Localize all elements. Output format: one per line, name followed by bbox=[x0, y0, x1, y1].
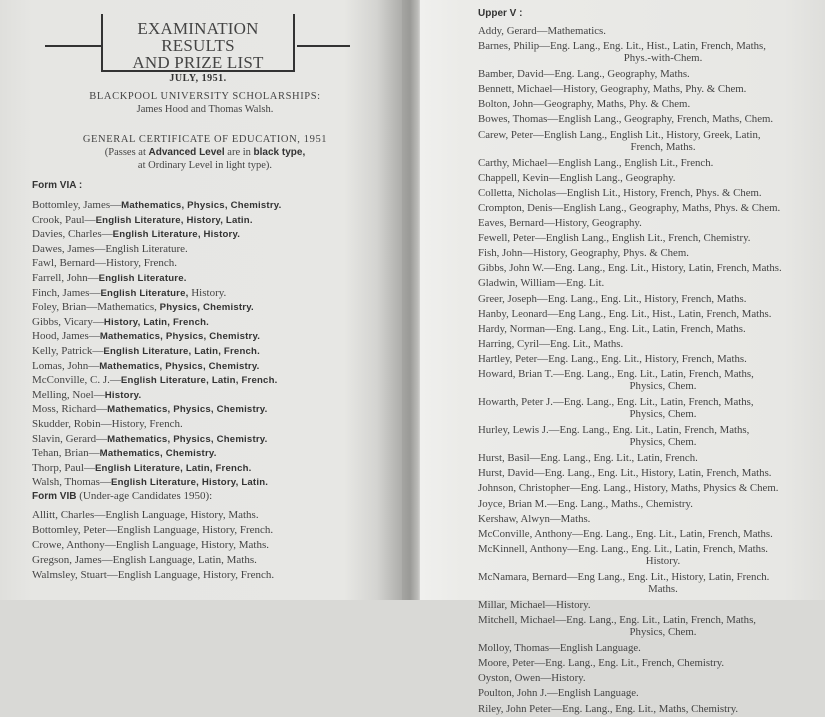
ordinary-subjects: English Language, History, French. bbox=[116, 524, 274, 536]
ordinary-subjects: English Lit., History, French, Phys. & Chem. bbox=[566, 186, 762, 199]
upper-v-heading: Upper V : bbox=[478, 8, 523, 19]
result-entry bbox=[478, 671, 808, 686]
document-title-line-2: AND PRIZE LIST bbox=[132, 53, 264, 72]
ordinary-subjects: History. bbox=[188, 286, 227, 299]
result-entry bbox=[32, 359, 281, 374]
ordinary-subjects: Eng. Lit. bbox=[566, 277, 605, 290]
ordinary-subjects: English Lang., English Lit., French, Chemistry. bbox=[545, 232, 751, 245]
student-name: Hurst, David— bbox=[478, 467, 545, 480]
subjects-continuation: Physics, Chem. bbox=[629, 408, 697, 421]
student-name: Fewell, Peter— bbox=[478, 232, 546, 245]
subjects-continuation: History. bbox=[645, 554, 681, 567]
result-entry bbox=[478, 512, 808, 527]
student-name: Melling, Noel— bbox=[32, 388, 105, 401]
result-entry bbox=[32, 402, 281, 417]
advanced-subjects: English Literature, bbox=[100, 287, 189, 299]
result-entry bbox=[32, 198, 281, 213]
student-name: Bennett, Michael— bbox=[478, 83, 564, 96]
result-entry bbox=[478, 527, 808, 542]
result-entry bbox=[32, 461, 281, 476]
result-entry bbox=[478, 128, 808, 152]
ordinary-subjects: Eng. Lang., Eng. Lit., Latin, French, Maths. bbox=[578, 542, 768, 555]
title-rule-left bbox=[45, 45, 101, 47]
ordinary-subjects: Mathematics. bbox=[547, 25, 606, 37]
student-name: Slavin, Gerard— bbox=[32, 432, 108, 445]
document-title-line-1: EXAMINATION RESULTS bbox=[137, 19, 259, 55]
student-name: Crompton, Denis— bbox=[478, 201, 564, 214]
subjects-continuation: Physics, Chem. bbox=[629, 436, 697, 449]
result-entry bbox=[478, 542, 808, 566]
result-entry bbox=[478, 702, 808, 717]
student-name: Tehan, Brian— bbox=[32, 447, 100, 460]
result-entry bbox=[478, 112, 808, 127]
student-name: Bowes, Thomas— bbox=[478, 113, 559, 126]
ordinary-subjects: Eng. Lang., Eng. Lit., Latin, French, Maths. bbox=[582, 527, 773, 540]
student-name: Gibbs, Vicary— bbox=[32, 315, 104, 328]
subjects-continuation: Phys.-with-Chem. bbox=[623, 52, 703, 65]
upper-v-list bbox=[478, 24, 808, 717]
result-entry bbox=[478, 231, 808, 246]
student-name: McKinnell, Anthony— bbox=[478, 542, 579, 555]
student-name: Harring, Cyril— bbox=[478, 337, 550, 350]
result-entry bbox=[478, 171, 808, 186]
form-vib-label: Form VIB bbox=[32, 491, 77, 502]
right-page bbox=[420, 0, 825, 715]
student-name: Chappell, Kevin— bbox=[478, 171, 560, 184]
student-name: Riley, John Peter— bbox=[478, 702, 563, 715]
ordinary-subjects: Eng. Lang., Maths., Chemistry. bbox=[557, 497, 693, 510]
result-entry bbox=[32, 538, 274, 553]
scholarship-names: James Hood and Thomas Walsh. bbox=[136, 104, 274, 115]
student-name: Millar, Michael— bbox=[478, 599, 557, 611]
advanced-subjects: English Literature, History, Latin. bbox=[95, 214, 253, 226]
student-name: Oyston, Owen— bbox=[478, 672, 552, 685]
result-entry bbox=[478, 292, 808, 307]
ordinary-subjects: Eng. Lang., History, Maths, Physics & Chem. bbox=[580, 482, 779, 495]
result-entry bbox=[478, 423, 808, 447]
ordinary-subjects: History, Geography, Maths, Phy. & Chem. bbox=[563, 83, 747, 96]
advanced-subjects: Physics, Chemistry. bbox=[159, 302, 254, 314]
result-entry bbox=[32, 568, 274, 583]
student-name: Fawl, Bernard— bbox=[32, 257, 106, 270]
ordinary-subjects: Eng. Lang., Eng. Lit., Latin, French, Maths, bbox=[563, 396, 754, 409]
ordinary-subjects: Eng. Lit., Maths. bbox=[549, 337, 624, 350]
ordinary-subjects: History, French. bbox=[111, 417, 183, 430]
student-name: Joyce, Brian M.— bbox=[478, 497, 558, 510]
student-name: Farrell, John— bbox=[32, 271, 99, 284]
ordinary-subjects: Maths. bbox=[560, 512, 591, 525]
student-name: Poulton, John J.— bbox=[478, 687, 558, 700]
ordinary-subjects: English Language, History, Maths. bbox=[115, 539, 269, 551]
result-entry bbox=[478, 466, 808, 481]
ordinary-subjects: English Language. bbox=[559, 642, 641, 655]
student-name: Bamber, David— bbox=[478, 68, 555, 81]
ordinary-subjects: English Lang., English Lit., French. bbox=[558, 156, 714, 169]
document-date: JULY, 1951. bbox=[169, 73, 227, 84]
result-entry bbox=[478, 307, 808, 322]
ordinary-subjects: Eng. Lang., Geography, Maths. bbox=[554, 68, 690, 81]
result-entry bbox=[32, 329, 281, 344]
student-name: Eaves, Bernard— bbox=[478, 217, 555, 230]
result-entry bbox=[478, 481, 808, 496]
result-entry bbox=[478, 686, 808, 701]
result-entry bbox=[32, 432, 281, 447]
result-entry bbox=[32, 227, 281, 242]
ordinary-subjects: English Lang., Geography, Maths, Phys. & Chem. bbox=[563, 201, 781, 214]
subjects-continuation: Physics, Chem. bbox=[629, 626, 697, 639]
ordinary-subjects: History, Geography. bbox=[554, 217, 642, 230]
student-name: Walsh, Thomas— bbox=[32, 476, 111, 489]
result-entry bbox=[478, 156, 808, 171]
left-page bbox=[0, 0, 405, 600]
ordinary-subjects: History, French. bbox=[105, 257, 178, 270]
student-name: Hardy, Norman— bbox=[478, 322, 556, 335]
subjects-continuation: Physics, Chem. bbox=[629, 380, 697, 393]
student-name: Colletta, Nicholas— bbox=[478, 186, 567, 199]
student-name: Crook, Paul— bbox=[32, 213, 96, 226]
result-entry bbox=[478, 451, 808, 466]
student-name: Moss, Richard— bbox=[32, 403, 108, 416]
result-entry bbox=[478, 97, 808, 112]
student-name: Finch, James— bbox=[32, 286, 101, 299]
subjects-continuation: French, Maths. bbox=[630, 140, 696, 153]
student-name: Kelly, Patrick— bbox=[32, 344, 104, 357]
result-entry bbox=[478, 656, 808, 671]
ordinary-subjects: English Language, Latin, Maths. bbox=[112, 554, 257, 566]
result-entry bbox=[32, 271, 281, 286]
gce-note-bold: Advanced Level bbox=[148, 147, 225, 158]
student-name: Bolton, John— bbox=[478, 98, 544, 111]
result-entry bbox=[32, 213, 281, 228]
ordinary-subjects: English Language. bbox=[557, 687, 639, 700]
student-name: McConville, Anthony— bbox=[478, 527, 583, 540]
student-name: Gladwin, William— bbox=[478, 277, 567, 290]
ordinary-subjects: Eng. Lang., Eng. Lit., Maths, Chemistry. bbox=[562, 702, 739, 715]
ordinary-subjects: Mathematics, bbox=[97, 301, 160, 314]
ordinary-subjects: History. bbox=[551, 672, 586, 685]
ordinary-subjects: English Lang., Geography, French, Maths, Chem. bbox=[558, 113, 774, 126]
book-gutter bbox=[402, 0, 422, 600]
result-entry bbox=[32, 344, 281, 359]
result-entry bbox=[32, 523, 274, 538]
student-name: Greer, Joseph— bbox=[478, 292, 548, 305]
student-name: Bottomley, James— bbox=[32, 199, 122, 211]
ordinary-subjects: Eng. Lang., Eng. Lit., Latin, French, Maths, bbox=[559, 424, 750, 437]
gce-note-line-2: at Ordinary Level in light type). bbox=[137, 160, 273, 171]
ordinary-subjects: Eng Lang., Eng. Lit., Hist., Latin, French, Maths. bbox=[558, 307, 772, 320]
scholarship-heading: BLACKPOOL UNIVERSITY SCHOLARSHIPS: bbox=[89, 91, 321, 102]
title-box bbox=[101, 14, 295, 84]
result-entry bbox=[478, 613, 808, 637]
student-name: Gibbs, John W.— bbox=[478, 262, 555, 275]
form-via-list bbox=[32, 198, 281, 490]
gce-note-bold: black type, bbox=[253, 147, 306, 158]
result-entry bbox=[478, 276, 808, 291]
form-vib-note: (Under-age Candidates 1950): bbox=[79, 490, 213, 502]
form-vib-list bbox=[32, 508, 274, 583]
ordinary-subjects: Eng. Lang., Eng. Lit., History, French, Maths. bbox=[547, 292, 747, 305]
ordinary-subjects: English Language, History, Maths. bbox=[105, 509, 259, 521]
result-entry bbox=[32, 242, 281, 257]
student-name: Kershaw, Alwyn— bbox=[478, 512, 561, 525]
result-entry bbox=[32, 553, 274, 568]
gce-note-line-1 bbox=[40, 146, 370, 159]
result-entry bbox=[478, 186, 808, 201]
student-name: Johnson, Christopher— bbox=[478, 482, 581, 495]
student-name: Addy, Gerard— bbox=[478, 25, 548, 37]
student-name: Hurst, Basil— bbox=[478, 452, 541, 465]
advanced-subjects: Mathematics, Physics, Chemistry. bbox=[99, 360, 260, 372]
result-entry bbox=[32, 417, 281, 432]
advanced-subjects: English Literature, Latin, French. bbox=[94, 462, 252, 474]
gce-note-text: (Passes at bbox=[104, 147, 149, 158]
result-entry bbox=[478, 497, 808, 512]
result-entry bbox=[32, 286, 281, 301]
advanced-subjects: Mathematics, Physics, Chemistry. bbox=[99, 331, 261, 343]
advanced-subjects: English Literature. bbox=[98, 272, 187, 284]
title-rule-right bbox=[297, 45, 350, 47]
student-name: Lomas, John— bbox=[32, 359, 100, 372]
ordinary-subjects: Geography, Maths, Phy. & Chem. bbox=[544, 98, 691, 111]
student-name: Fish, John— bbox=[478, 247, 534, 260]
result-entry bbox=[32, 475, 281, 490]
ordinary-subjects: Eng. Lang., Eng. Lit., History, French, Maths. bbox=[548, 352, 747, 365]
ordinary-subjects: Eng. Lang., Eng. Lit., French, Chemistry. bbox=[545, 657, 725, 670]
form-via-heading: Form VIA : bbox=[32, 180, 83, 191]
ordinary-subjects: English Lang., English Lit., History, Greek, Latin, bbox=[543, 128, 761, 141]
advanced-subjects: History, Latin, French. bbox=[103, 316, 210, 328]
result-entry bbox=[478, 322, 808, 337]
student-name: McNamara, Bernard— bbox=[478, 570, 578, 583]
ordinary-subjects: English Lang., Geography. bbox=[559, 171, 676, 184]
advanced-subjects: English Literature, History. bbox=[112, 229, 241, 241]
gce-note-text: are in bbox=[224, 147, 254, 158]
student-name: Gregson, James— bbox=[32, 554, 113, 566]
student-name: Hanby, Leonard— bbox=[478, 307, 559, 320]
result-entry bbox=[478, 67, 808, 82]
ordinary-subjects: Eng. Lang., Eng. Lit., Latin, French. bbox=[540, 452, 698, 465]
scholarships-block bbox=[40, 90, 370, 116]
ordinary-subjects: English Literature. bbox=[105, 242, 188, 255]
gce-block bbox=[40, 133, 370, 172]
ordinary-subjects: Eng. Lang., Eng. Lit., History, Latin, French, Maths. bbox=[554, 262, 782, 275]
student-name: Allitt, Charles— bbox=[32, 509, 106, 521]
form-vib-heading bbox=[32, 490, 212, 502]
student-name: Carthy, Michael— bbox=[478, 156, 559, 169]
result-entry bbox=[478, 261, 808, 276]
gce-heading: GENERAL CERTIFICATE OF EDUCATION, 1951 bbox=[82, 134, 328, 145]
result-entry bbox=[478, 201, 808, 216]
result-entry bbox=[478, 246, 808, 261]
result-entry bbox=[32, 300, 281, 315]
result-entry bbox=[478, 24, 808, 39]
ordinary-subjects: English Language, History, French. bbox=[117, 569, 275, 581]
student-name: McConville, C. J.— bbox=[32, 374, 121, 387]
ordinary-subjects: History, Geography, Phys. & Chem. bbox=[533, 247, 689, 260]
subjects-continuation: Maths. bbox=[648, 583, 678, 595]
advanced-subjects: Mathematics, Physics, Chemistry. bbox=[107, 433, 268, 445]
student-name: Thorp, Paul— bbox=[32, 461, 95, 474]
student-name: Hurley, Lewis J.— bbox=[478, 424, 560, 437]
result-entry bbox=[478, 367, 808, 391]
student-name: Hood, James— bbox=[32, 330, 100, 343]
result-entry bbox=[478, 598, 808, 613]
student-name: Hartley, Peter— bbox=[478, 352, 549, 365]
result-entry bbox=[478, 641, 808, 656]
student-name: Davies, Charles— bbox=[32, 228, 113, 241]
result-entry bbox=[478, 395, 808, 419]
student-name: Howard, Brian T.— bbox=[478, 367, 564, 380]
result-entry bbox=[32, 508, 274, 523]
advanced-subjects: Mathematics, Physics, Chemistry. bbox=[121, 200, 282, 211]
result-entry bbox=[478, 82, 808, 97]
advanced-subjects: English Literature, Latin, French. bbox=[103, 345, 260, 357]
advanced-subjects: Mathematics, Physics, Chemistry. bbox=[107, 404, 268, 416]
student-name: Howarth, Peter J.— bbox=[478, 396, 564, 409]
student-name: Foley, Brian— bbox=[32, 301, 98, 314]
student-name: Carew, Peter— bbox=[478, 128, 544, 141]
ordinary-subjects: History. bbox=[556, 599, 591, 611]
student-name: Moore, Peter— bbox=[478, 657, 546, 670]
student-name: Crowe, Anthony— bbox=[32, 539, 116, 551]
result-entry bbox=[32, 446, 281, 461]
advanced-subjects: Mathematics, Chemistry. bbox=[99, 448, 217, 460]
result-entry bbox=[478, 352, 808, 367]
student-name: Walmsley, Stuart— bbox=[32, 569, 118, 581]
result-entry bbox=[478, 216, 808, 231]
result-entry bbox=[32, 256, 281, 271]
advanced-subjects: History. bbox=[104, 389, 142, 401]
advanced-subjects: English Literature, History, Latin. bbox=[110, 477, 269, 489]
result-entry bbox=[32, 388, 281, 403]
student-name: Skudder, Robin— bbox=[32, 417, 112, 430]
ordinary-subjects: Eng. Lang., Eng. Lit., Hist., Latin, French, Maths, bbox=[549, 40, 766, 53]
ordinary-subjects: Eng. Lang., Eng. Lit., Latin, French, Maths, bbox=[563, 367, 754, 380]
ordinary-subjects: Eng. Lang., Eng. Lit., Latin, French, Maths, bbox=[566, 614, 756, 627]
student-name: Barnes, Philip— bbox=[478, 40, 550, 53]
result-entry bbox=[478, 39, 808, 63]
student-name: Dawes, James— bbox=[32, 242, 106, 255]
advanced-subjects: English Literature, Latin, French. bbox=[120, 375, 278, 387]
ordinary-subjects: Eng Lang., Eng. Lit., History, Latin, French. bbox=[577, 570, 770, 583]
student-name: Bottomley, Peter— bbox=[32, 524, 117, 536]
ordinary-subjects: Eng. Lang., Eng. Lit., History, Latin, French, Maths. bbox=[544, 467, 772, 480]
result-entry bbox=[32, 315, 281, 330]
result-entry bbox=[32, 373, 281, 388]
result-entry bbox=[478, 570, 808, 594]
student-name: Molloy, Thomas— bbox=[478, 642, 560, 655]
student-name: Mitchell, Michael— bbox=[478, 614, 567, 627]
result-entry bbox=[478, 337, 808, 352]
ordinary-subjects: Eng. Lang., Eng. Lit., Latin, French, Maths. bbox=[555, 322, 746, 335]
